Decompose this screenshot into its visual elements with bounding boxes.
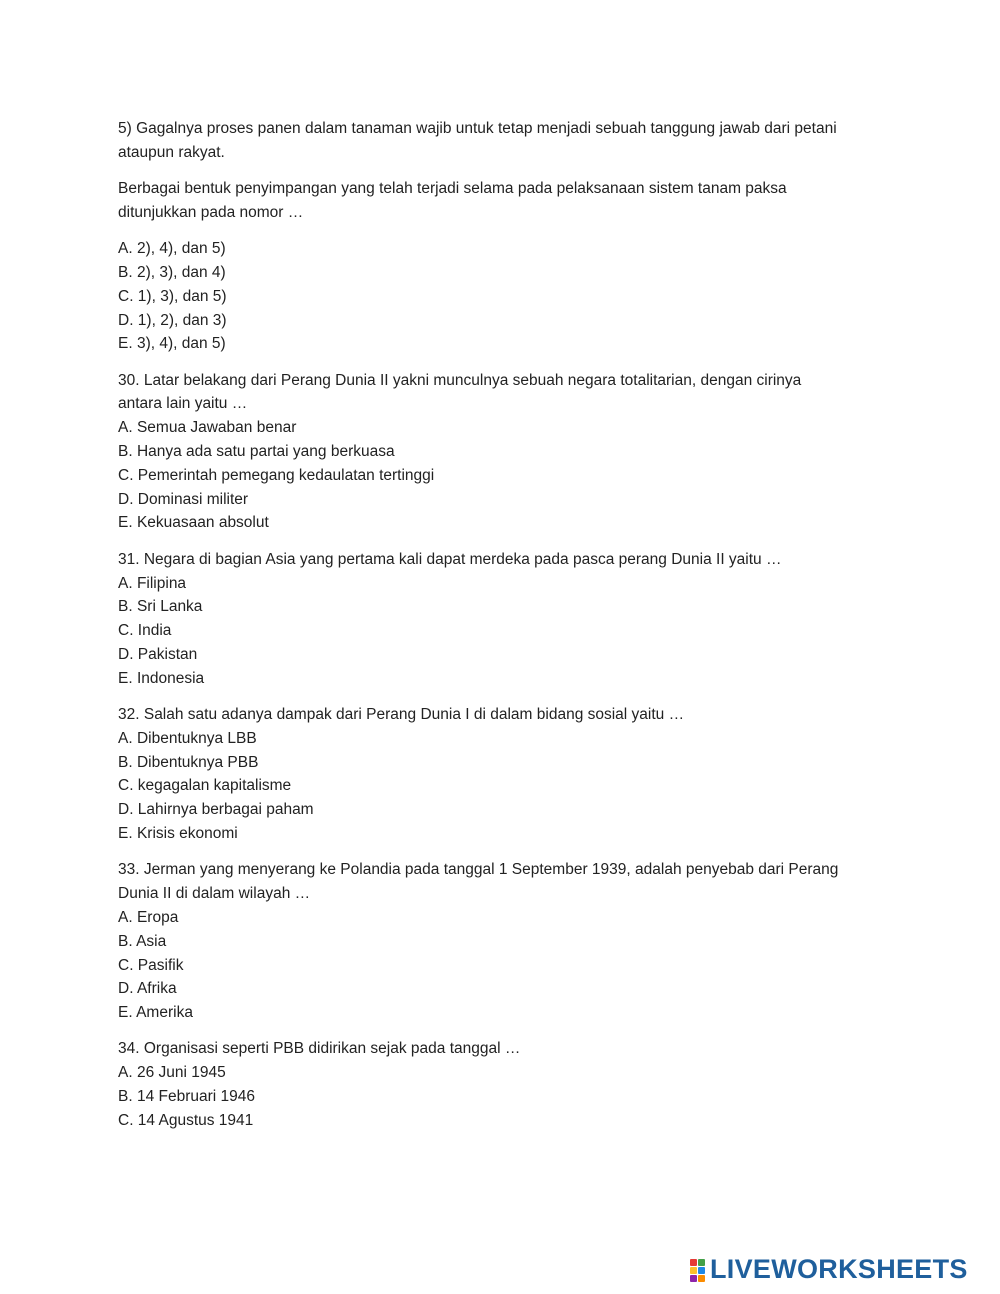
question-stem: Dunia II di dalam wilayah … <box>118 885 311 903</box>
question-stem: 33. Jerman yang menyerang ke Polandia pada tanggal 1 September 1939, adalah penyebab dari Perang <box>118 861 839 879</box>
answer-option[interactable]: A. Dibentuknya LBB <box>118 729 257 747</box>
answer-option[interactable]: B. 14 Februari 1946 <box>118 1087 256 1105</box>
answer-option[interactable]: D. Dominasi militer <box>118 490 249 508</box>
answer-option[interactable]: C. 1), 3), dan 5) <box>118 287 227 305</box>
answer-option[interactable]: B. 2), 3), dan 4) <box>118 263 226 281</box>
answer-option[interactable]: B. Sri Lanka <box>118 598 203 616</box>
question-stem: 31. Negara di bagian Asia yang pertama kali dapat merdeka pada pasca perang Dunia II yaitu … <box>118 550 782 568</box>
answer-option[interactable]: C. India <box>118 622 172 640</box>
liveworksheets-logo-icon <box>690 1259 705 1282</box>
answer-option[interactable]: E. 3), 4), dan 5) <box>118 335 226 353</box>
liveworksheets-logo <box>690 1254 968 1284</box>
answer-option[interactable]: D. 1), 2), dan 3) <box>118 311 227 329</box>
answer-option[interactable]: B. Dibentuknya PBB <box>118 753 259 771</box>
answer-option[interactable]: A. Filipina <box>118 574 187 592</box>
question-stem: 34. Organisasi seperti PBB didirikan sejak pada tanggal … <box>118 1040 521 1058</box>
answer-option[interactable]: A. 26 Juni 1945 <box>118 1064 226 1082</box>
answer-option[interactable]: C. Pasifik <box>118 956 184 974</box>
question-29-stem: Berbagai bentuk penyimpangan yang telah terjadi selama pada pelaksanaan sistem tanam paksa ditunjukkan pada nomor … <box>118 180 787 221</box>
question-stem: antara lain yaitu … <box>118 395 248 413</box>
answer-option[interactable]: E. Krisis ekonomi <box>118 825 238 843</box>
answer-option[interactable]: C. 14 Agustus 1941 <box>118 1111 254 1129</box>
question-32 <box>118 703 908 846</box>
answer-option[interactable]: E. Indonesia <box>118 669 205 687</box>
worksheet-page <box>118 117 908 1145</box>
question-33 <box>118 858 908 1025</box>
liveworksheets-brand-text: LIVEWORKSHEETS <box>710 1253 968 1284</box>
answer-option[interactable]: D. Afrika <box>118 980 177 998</box>
answer-option[interactable]: E. Kekuasaan absolut <box>118 514 269 532</box>
question-stem: 32. Salah satu adanya dampak dari Perang Dunia I di dalam bidang sosial yaitu … <box>118 706 685 724</box>
question-29-options <box>118 237 908 356</box>
answer-option[interactable]: A. 2), 4), dan 5) <box>118 240 226 258</box>
answer-option[interactable]: E. Amerika <box>118 1004 193 1022</box>
question-30 <box>118 369 908 536</box>
answer-option[interactable]: D. Lahirnya berbagai paham <box>118 801 314 819</box>
answer-option[interactable]: B. Hanya ada satu partai yang berkuasa <box>118 443 395 461</box>
answer-option[interactable]: D. Pakistan <box>118 645 198 663</box>
question-31 <box>118 548 908 691</box>
answer-option[interactable]: C. Pemerintah pemegang kedaulatan tertinggi <box>118 466 435 484</box>
answer-option[interactable]: A. Eropa <box>118 908 179 926</box>
answer-option[interactable]: B. Asia <box>118 932 167 950</box>
question-34 <box>118 1037 908 1132</box>
answer-option[interactable]: C. kegagalan kapitalisme <box>118 777 292 795</box>
question-stem: 30. Latar belakang dari Perang Dunia II yakni munculnya sebuah negara totalitarian, dengan cirinya <box>118 371 802 389</box>
answer-option[interactable]: A. Semua Jawaban benar <box>118 419 297 437</box>
statement-item-5: 5) Gagalnya proses panen dalam tanaman wajib untuk tetap menjadi sebuah tanggung jawab dari petani ataupun rakyat. <box>118 120 837 161</box>
